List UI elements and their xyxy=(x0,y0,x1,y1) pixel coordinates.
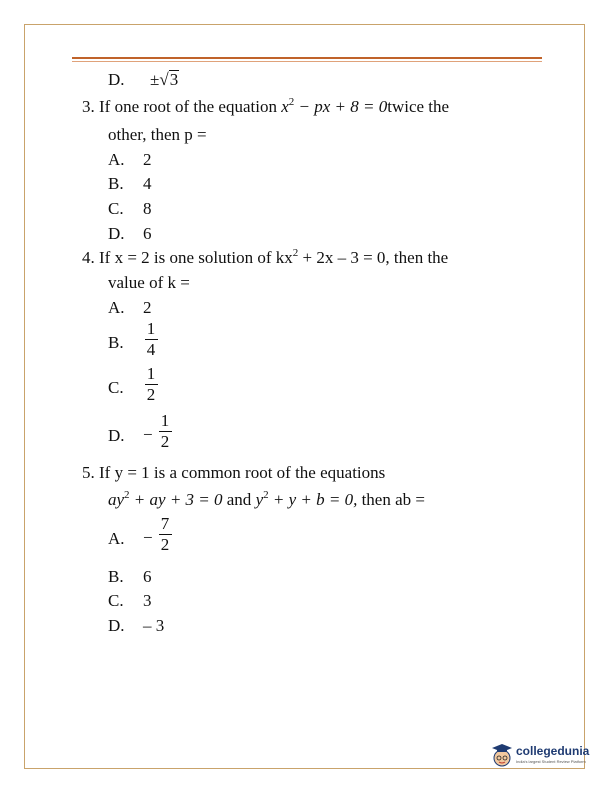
q4-option-c[interactable]: C. xyxy=(108,378,124,397)
q5-option-c[interactable]: C. 3 xyxy=(108,591,152,610)
brand-tagline: India's largest Student Review Platform xyxy=(516,759,586,764)
question-number: 5. xyxy=(82,463,95,482)
question-5-line2: $ay^2$ + ay + 3 = 0 and $y^2 + y + b = 0$, then ab = xyxy=(108,489,425,509)
question-number: 3. xyxy=(82,97,95,116)
minus-sign: − xyxy=(143,425,153,444)
minus-sign: − xyxy=(143,528,153,547)
collegedunia-logo[interactable] xyxy=(490,742,590,772)
question-3-line1: 3. If one root of the equation $x^2$ − px + 8 = 0twice the xyxy=(82,96,450,116)
q3-option-a[interactable]: A. 2 xyxy=(108,150,152,169)
q5-option-a[interactable]: A. xyxy=(108,529,125,548)
option-label: D. xyxy=(108,70,125,89)
q5-option-d[interactable]: D. – 3 xyxy=(108,616,165,635)
q3-option-b[interactable]: B. 4 xyxy=(108,174,152,193)
q4-option-c-fraction: 1 2 xyxy=(143,365,159,404)
q3-option-d[interactable]: D. 6 xyxy=(108,224,152,243)
sqrt-symbol: √3 xyxy=(159,70,179,89)
question-5-line1: 5. If y = 1 is a common root of the equations xyxy=(82,463,386,482)
q4-option-b-fraction: 1 4 xyxy=(143,320,159,359)
q3-option-c[interactable]: C. 8 xyxy=(108,199,152,218)
q2-option-d-value: ±√3 xyxy=(150,70,179,89)
question-3-line2: other, then p = xyxy=(108,125,207,144)
question-4-line1: 4. If x = 2 is one solution of $kx^2 + 2x - 3 = 0$, then the xyxy=(82,247,449,267)
q4-option-d[interactable]: D. xyxy=(108,426,125,445)
brand-name: collegedunia xyxy=(516,744,590,758)
q5-option-a-fraction: 7 2 xyxy=(157,515,173,554)
question-4-line2: value of k = xyxy=(108,273,190,292)
header-rule xyxy=(72,57,542,59)
q5-option-b[interactable]: B. 6 xyxy=(108,567,152,586)
q4-option-d-fraction: 1 2 xyxy=(157,412,173,451)
graduate-icon xyxy=(490,742,514,768)
header-rule-thin xyxy=(72,61,542,62)
q4-option-b[interactable]: B. xyxy=(108,333,124,352)
question-number: 4. xyxy=(82,248,95,267)
q4-option-a[interactable]: A. 2 xyxy=(108,298,152,317)
q2-option-d[interactable] xyxy=(108,70,125,90)
